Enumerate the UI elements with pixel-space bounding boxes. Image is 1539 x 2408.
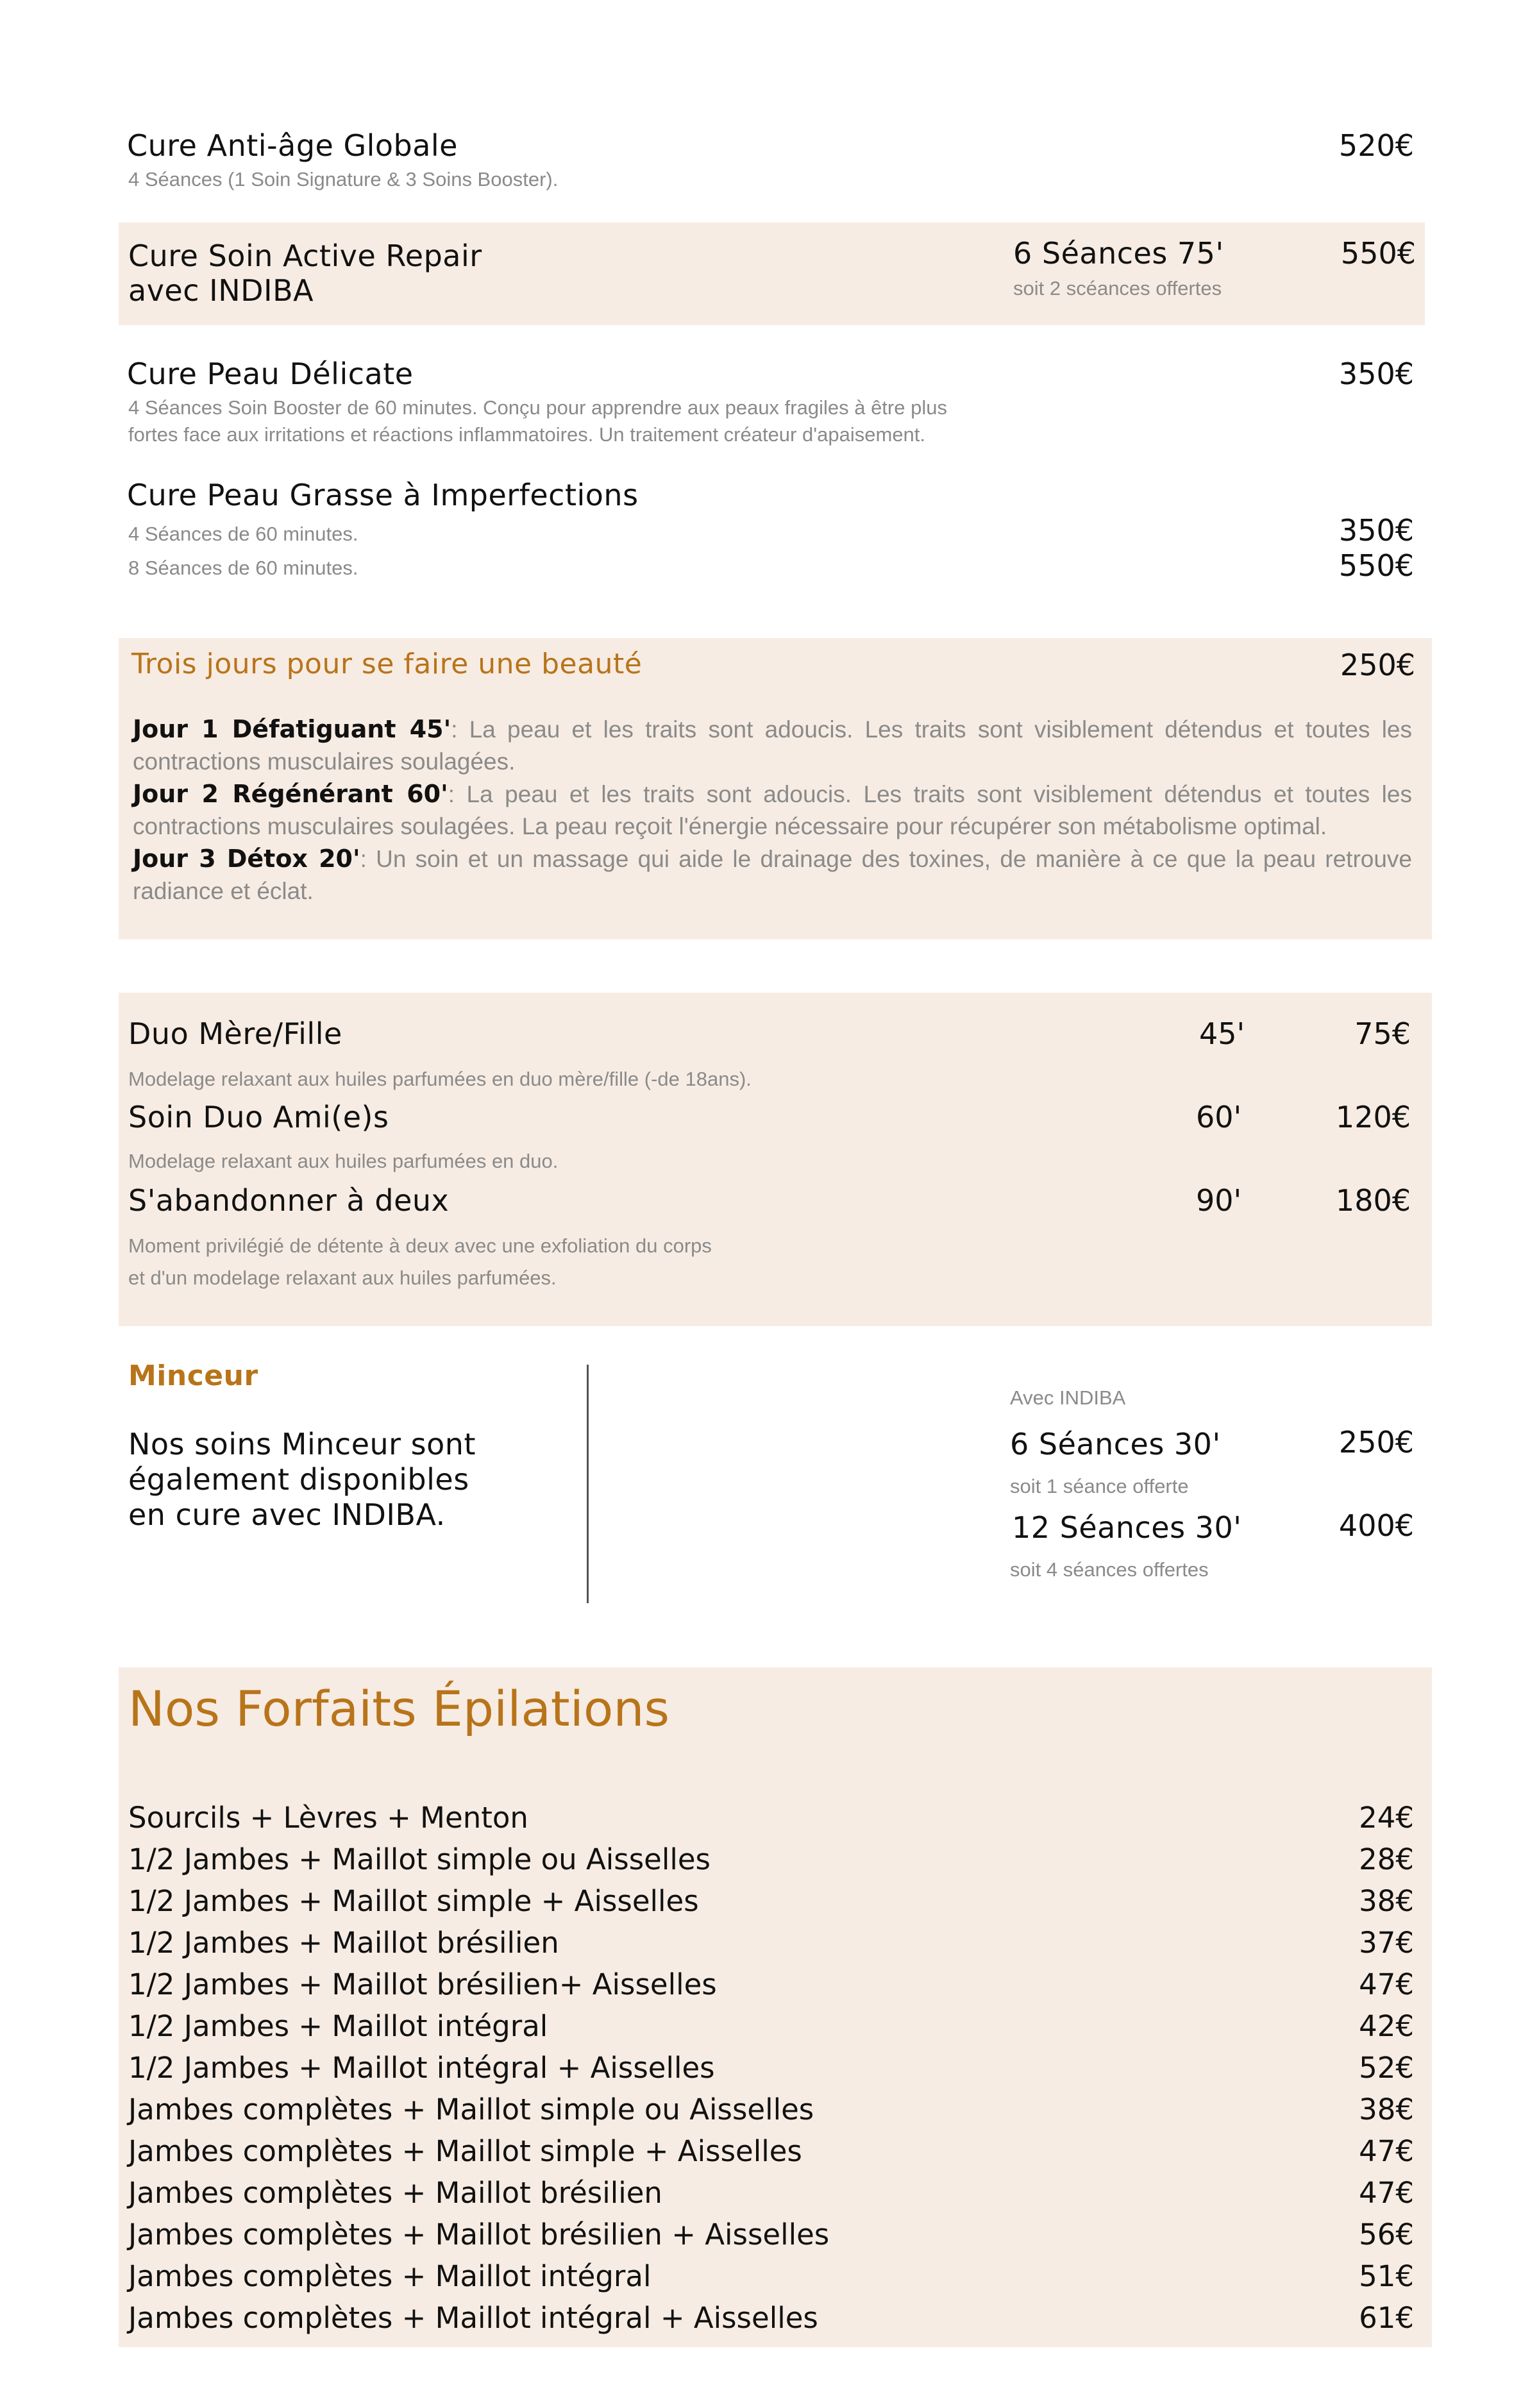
epilation-price: 51€: [1359, 2259, 1414, 2293]
epilation-row: [128, 1801, 1414, 1842]
epilation-label: Jambes complètes + Maillot brésilien + Aisselles: [128, 2218, 830, 2252]
duo-3-title: S'abandonner à deux: [128, 1183, 450, 1218]
cure-anti-age-price: 520€: [1338, 128, 1414, 163]
epilation-price: 28€: [1359, 1842, 1414, 1876]
duo-2-price: 120€: [1335, 1100, 1411, 1134]
epilation-label: 1/2 Jambes + Maillot simple + Aisselles: [128, 1884, 699, 1918]
epilation-price: 42€: [1359, 2009, 1414, 2043]
duo-1-title: Duo Mère/Fille: [128, 1016, 342, 1051]
duo-1-desc: Modelage relaxant aux huiles parfumées en duo mère/fille (-de 18ans).: [128, 1068, 752, 1090]
duo-2-desc: Modelage relaxant aux huiles parfumées en duo.: [128, 1150, 559, 1172]
day-1: [133, 713, 1412, 778]
minceur-offer-2-sessions: 12 Séances 30': [1012, 1510, 1242, 1545]
duo-2-title: Soin Duo Ami(e)s: [128, 1100, 389, 1134]
epilation-row: [128, 2092, 1414, 2134]
epilation-price: 38€: [1359, 1884, 1414, 1918]
active-repair-price: 550€: [1340, 236, 1416, 271]
trois-jours-price: 250€: [1340, 648, 1415, 682]
epilation-price: 56€: [1359, 2218, 1414, 2252]
epilation-price: 61€: [1359, 2301, 1414, 2335]
day-2: [133, 778, 1412, 843]
epilation-price: 47€: [1359, 2176, 1414, 2210]
cure-anti-age-title: Cure Anti-âge Globale: [127, 128, 458, 163]
minceur-divider: [587, 1365, 589, 1603]
trois-jours-days: [133, 713, 1412, 907]
minceur-offer-2-note: soit 4 séances offertes: [1010, 1558, 1209, 1581]
epilation-row: [128, 1884, 1414, 1926]
minceur-text-line1: Nos soins Minceur sont: [128, 1427, 476, 1461]
epilation-row: [128, 1842, 1414, 1884]
epilation-row: [128, 2176, 1414, 2218]
epilation-label: 1/2 Jambes + Maillot brésilien+ Aisselles: [128, 1967, 717, 2001]
minceur-with-label: Avec INDIBA: [1010, 1386, 1126, 1409]
epilation-label: 1/2 Jambes + Maillot intégral + Aisselles: [128, 2051, 715, 2085]
epilation-label: Jambes complètes + Maillot brésilien: [128, 2176, 662, 2210]
duo-3-duration: 90': [1196, 1183, 1242, 1218]
peau-grasse-option1: 4 Séances de 60 minutes.: [128, 523, 358, 545]
peau-delicate-desc-line2: fortes face aux irritations et réactions inflammatoires. Un traitement créateur d'apaisement.: [128, 423, 926, 446]
peau-delicate-price: 350€: [1338, 357, 1414, 391]
epilation-row: [128, 2218, 1414, 2259]
peau-delicate-desc-line1: 4 Séances Soin Booster de 60 minutes. Conçu pour apprendre aux peaux fragiles à être plus: [128, 396, 947, 419]
minceur-offer-1-price: 250€: [1338, 1425, 1414, 1460]
duo-3-price: 180€: [1335, 1183, 1411, 1218]
trois-jours-title: Trois jours pour se faire une beauté: [131, 648, 643, 680]
duo-2-duration: 60': [1196, 1100, 1242, 1134]
epilation-price: 37€: [1359, 1926, 1414, 1960]
duo-3-desc-line1: Moment privilégié de détente à deux avec une exfoliation du corps: [128, 1234, 712, 1257]
day-3-label: Jour 3 Détox 20': [133, 845, 360, 873]
minceur-offer-2-price: 400€: [1338, 1508, 1414, 1543]
active-repair-box: [119, 223, 1425, 325]
epilation-label: Jambes complètes + Maillot intégral + Aisselles: [128, 2301, 818, 2335]
peau-delicate-title: Cure Peau Délicate: [127, 357, 414, 391]
active-repair-title-line2: avec INDIBA: [128, 273, 314, 308]
peau-grasse-title: Cure Peau Grasse à Imperfections: [127, 478, 639, 512]
epilation-row: [128, 2259, 1414, 2301]
minceur-text-line2: également disponibles: [128, 1462, 469, 1497]
day-1-text: : La peau et les traits sont adoucis. Les traits sont visiblement détendus et toutes les contractions musculaires soulagées.: [133, 716, 1412, 775]
day-3: [133, 843, 1412, 907]
active-repair-note: soit 2 scéances offertes: [1013, 277, 1222, 299]
epilation-price: 24€: [1359, 1801, 1414, 1835]
epilation-label: Jambes complètes + Maillot simple ou Aisselles: [128, 2092, 814, 2126]
minceur-text-line3: en cure avec INDIBA.: [128, 1497, 446, 1532]
epilation-row: [128, 1967, 1414, 2009]
epilation-row: [128, 2009, 1414, 2051]
epilation-row: [128, 1926, 1414, 1967]
peau-grasse-option2: 8 Séances de 60 minutes.: [128, 557, 358, 579]
minceur-title: Minceur: [128, 1360, 258, 1392]
epilation-price: 52€: [1359, 2051, 1414, 2085]
duo-3-desc-line2: et d'un modelage relaxant aux huiles parfumées.: [128, 1267, 557, 1289]
active-repair-title-line1: Cure Soin Active Repair: [128, 239, 482, 273]
epilation-row: [128, 2051, 1414, 2092]
peau-grasse-price1: 350€: [1338, 513, 1414, 548]
minceur-offer-1-note: soit 1 séance offerte: [1010, 1475, 1189, 1497]
epilation-price: 47€: [1359, 1967, 1414, 2001]
epilations-title: Nos Forfaits Épilations: [128, 1680, 670, 1737]
epilation-price: 38€: [1359, 2092, 1414, 2126]
epilation-price: 47€: [1359, 2134, 1414, 2168]
epilation-row: [128, 2134, 1414, 2176]
epilation-label: 1/2 Jambes + Maillot simple ou Aisselles: [128, 1842, 711, 1876]
peau-grasse-price2: 550€: [1338, 548, 1414, 583]
day-3-text: : Un soin et un massage qui aide le drainage des toxines, de manière à ce que la peau retrouve radiance et éclat.: [133, 846, 1412, 904]
epilation-label: Sourcils + Lèvres + Menton: [128, 1801, 528, 1835]
day-1-label: Jour 1 Défatiguant 45': [133, 715, 451, 743]
minceur-offer-1-sessions: 6 Séances 30': [1010, 1427, 1221, 1461]
cure-anti-age-desc: 4 Séances (1 Soin Signature & 3 Soins Booster).: [128, 168, 559, 190]
active-repair-sessions: 6 Séances 75': [1013, 236, 1224, 271]
epilation-row: [128, 2301, 1414, 2343]
epilation-label: Jambes complètes + Maillot simple + Aisselles: [128, 2134, 802, 2168]
epilation-label: 1/2 Jambes + Maillot intégral: [128, 2009, 548, 2043]
duo-1-price: 75€: [1354, 1016, 1411, 1051]
duo-1-duration: 45': [1199, 1016, 1245, 1051]
day-2-label: Jour 2 Régénérant 60': [133, 780, 448, 808]
day-2-text: : La peau et les traits sont adoucis. Les traits sont visiblement détendus et toutes les contractions musculaires soulagées. La peau reçoit l'énergie nécessaire pour récupérer son métabolisme optimal.: [133, 781, 1412, 839]
epilation-label: Jambes complètes + Maillot intégral: [128, 2259, 652, 2293]
epilation-label: 1/2 Jambes + Maillot brésilien: [128, 1926, 559, 1960]
